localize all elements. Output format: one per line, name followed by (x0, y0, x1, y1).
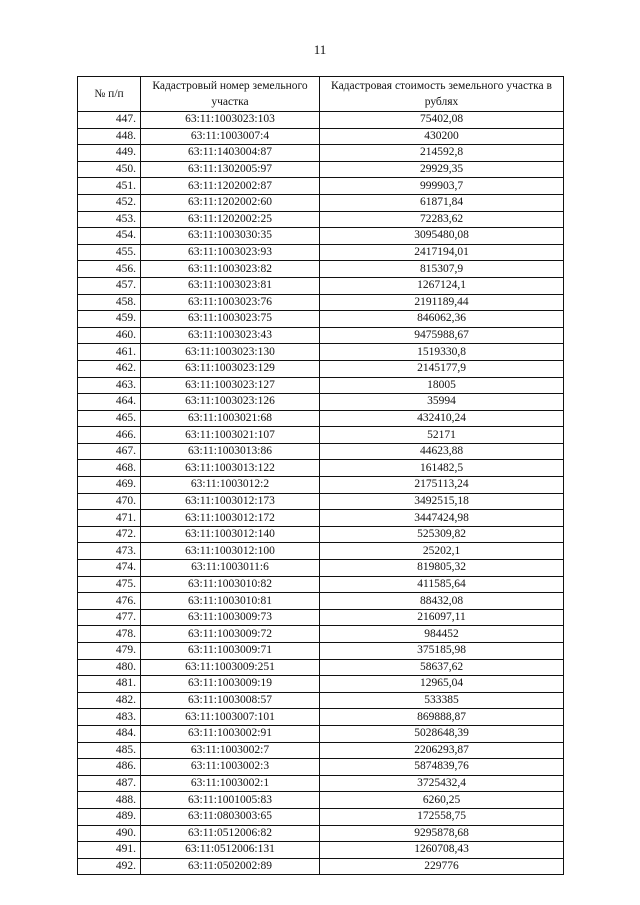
cadastral-value: 161482,5 (320, 460, 564, 477)
cadastral-value: 2145177,9 (320, 360, 564, 377)
page-number: 11 (313, 42, 327, 57)
table-row (78, 643, 564, 660)
table-row (78, 377, 564, 394)
row-number: 475. (78, 576, 141, 593)
table-row (78, 443, 564, 460)
header-cadastral-number: Кадастровый номер земельного участка (141, 77, 320, 112)
cadastral-number: 63:11:1202002:87 (141, 178, 320, 195)
header-number: № п/п (78, 77, 141, 112)
row-number: 478. (78, 626, 141, 643)
row-number: 484. (78, 725, 141, 742)
table-row (78, 112, 564, 129)
table-header (78, 77, 564, 112)
cadastral-value: 411585,64 (320, 576, 564, 593)
cadastral-number: 63:11:1003023:43 (141, 327, 320, 344)
row-number: 477. (78, 609, 141, 626)
row-number: 469. (78, 477, 141, 494)
cadastral-value: 2417194,01 (320, 244, 564, 261)
cadastral-value: 1267124,1 (320, 277, 564, 294)
row-number: 490. (78, 825, 141, 842)
cadastral-value: 75402,08 (320, 112, 564, 129)
row-number: 471. (78, 510, 141, 527)
row-number: 479. (78, 643, 141, 660)
cadastral-number: 63:11:1003023:103 (141, 112, 320, 129)
table-row (78, 825, 564, 842)
cadastral-value: 12965,04 (320, 676, 564, 693)
table-row (78, 742, 564, 759)
header-cadastral-value: Кадастровая стоимость земельного участка в рублях (320, 77, 564, 112)
cadastral-value: 2175113,24 (320, 477, 564, 494)
table-row (78, 294, 564, 311)
table-row (78, 277, 564, 294)
table-row (78, 808, 564, 825)
row-number: 476. (78, 593, 141, 610)
table-row (78, 327, 564, 344)
cadastral-number: 63:11:1003009:251 (141, 659, 320, 676)
cadastral-value: 819805,32 (320, 560, 564, 577)
row-number: 467. (78, 443, 141, 460)
cadastral-value: 430200 (320, 128, 564, 145)
cadastral-number: 63:11:0803003:65 (141, 808, 320, 825)
cadastral-value: 6260,25 (320, 792, 564, 809)
cadastral-value: 172558,75 (320, 808, 564, 825)
cadastral-number: 63:11:1003023:127 (141, 377, 320, 394)
table-row (78, 194, 564, 211)
row-number: 492. (78, 858, 141, 875)
row-number: 452. (78, 194, 141, 211)
cadastral-number: 63:11:1003012:100 (141, 543, 320, 560)
row-number: 456. (78, 261, 141, 278)
table-row (78, 427, 564, 444)
row-number: 483. (78, 709, 141, 726)
row-number: 461. (78, 344, 141, 361)
row-number: 491. (78, 842, 141, 859)
cadastral-number: 63:11:1003023:81 (141, 277, 320, 294)
table-row (78, 709, 564, 726)
cadastral-number: 63:11:1003023:126 (141, 394, 320, 411)
cadastral-value: 5028648,39 (320, 725, 564, 742)
row-number: 480. (78, 659, 141, 676)
cadastral-number: 63:11:0502002:89 (141, 858, 320, 875)
table-body (78, 112, 564, 875)
cadastral-number: 63:11:1003023:130 (141, 344, 320, 361)
cadastral-number: 63:11:1003021:107 (141, 427, 320, 444)
cadastral-number: 63:11:1403004:87 (141, 145, 320, 162)
cadastral-value: 216097,11 (320, 609, 564, 626)
cadastral-value: 214592,8 (320, 145, 564, 162)
table-row (78, 775, 564, 792)
cadastral-value: 984452 (320, 626, 564, 643)
table-row (78, 128, 564, 145)
table-row (78, 576, 564, 593)
cadastral-number: 63:11:1003009:72 (141, 626, 320, 643)
table-row (78, 161, 564, 178)
cadastral-value: 3725432,4 (320, 775, 564, 792)
cadastral-value-table (77, 76, 564, 875)
cadastral-number: 63:11:1003012:172 (141, 510, 320, 527)
table-row (78, 759, 564, 776)
table-row (78, 560, 564, 577)
cadastral-value: 25202,1 (320, 543, 564, 560)
cadastral-number: 63:11:1003009:71 (141, 643, 320, 660)
row-number: 462. (78, 360, 141, 377)
cadastral-value: 869888,87 (320, 709, 564, 726)
cadastral-value: 846062,36 (320, 311, 564, 328)
cadastral-value: 3492515,18 (320, 493, 564, 510)
cadastral-number: 63:11:1003007:4 (141, 128, 320, 145)
cadastral-number: 63:11:1003021:68 (141, 410, 320, 427)
cadastral-number: 63:11:1003030:35 (141, 228, 320, 245)
cadastral-number: 63:11:1003002:1 (141, 775, 320, 792)
table-row (78, 211, 564, 228)
table-row (78, 410, 564, 427)
cadastral-number: 63:11:1001005:83 (141, 792, 320, 809)
row-number: 468. (78, 460, 141, 477)
table-row (78, 360, 564, 377)
table-row (78, 858, 564, 875)
cadastral-number: 63:11:1003023:76 (141, 294, 320, 311)
cadastral-number: 63:11:1003012:2 (141, 477, 320, 494)
cadastral-number: 63:11:1202002:25 (141, 211, 320, 228)
cadastral-value: 29929,35 (320, 161, 564, 178)
cadastral-number: 63:11:1003009:19 (141, 676, 320, 693)
table-row (78, 244, 564, 261)
cadastral-number: 63:11:1003002:7 (141, 742, 320, 759)
cadastral-value: 61871,84 (320, 194, 564, 211)
row-number: 488. (78, 792, 141, 809)
cadastral-number: 63:11:1302005:97 (141, 161, 320, 178)
table-row (78, 626, 564, 643)
row-number: 465. (78, 410, 141, 427)
row-number: 487. (78, 775, 141, 792)
row-number: 489. (78, 808, 141, 825)
cadastral-value: 5874839,76 (320, 759, 564, 776)
row-number: 450. (78, 161, 141, 178)
table-row (78, 543, 564, 560)
table-row (78, 394, 564, 411)
cadastral-value: 9475988,67 (320, 327, 564, 344)
row-number: 470. (78, 493, 141, 510)
cadastral-value: 2191189,44 (320, 294, 564, 311)
row-number: 459. (78, 311, 141, 328)
row-number: 463. (78, 377, 141, 394)
cadastral-number: 63:11:1003009:73 (141, 609, 320, 626)
cadastral-value: 9295878,68 (320, 825, 564, 842)
cadastral-value: 432410,24 (320, 410, 564, 427)
row-number: 448. (78, 128, 141, 145)
cadastral-value: 35994 (320, 394, 564, 411)
cadastral-value: 18005 (320, 377, 564, 394)
cadastral-value: 525309,82 (320, 526, 564, 543)
row-number: 455. (78, 244, 141, 261)
table-row (78, 842, 564, 859)
row-number: 454. (78, 228, 141, 245)
table-row (78, 593, 564, 610)
cadastral-value: 815307,9 (320, 261, 564, 278)
cadastral-value: 533385 (320, 692, 564, 709)
cadastral-value: 1260708,43 (320, 842, 564, 859)
cadastral-number: 63:11:1003012:140 (141, 526, 320, 543)
cadastral-number: 63:11:1003007:101 (141, 709, 320, 726)
cadastral-value: 3447424,98 (320, 510, 564, 527)
header-row (78, 77, 564, 112)
table-row (78, 692, 564, 709)
cadastral-number: 63:11:1003008:57 (141, 692, 320, 709)
cadastral-number: 63:11:1003010:82 (141, 576, 320, 593)
cadastral-number: 63:11:1003023:93 (141, 244, 320, 261)
row-number: 451. (78, 178, 141, 195)
table-row (78, 526, 564, 543)
table-row (78, 659, 564, 676)
cadastral-number: 63:11:1003013:122 (141, 460, 320, 477)
table-row (78, 792, 564, 809)
row-number: 481. (78, 676, 141, 693)
cadastral-number: 63:11:1003023:82 (141, 261, 320, 278)
row-number: 473. (78, 543, 141, 560)
cadastral-number: 63:11:1003023:75 (141, 311, 320, 328)
cadastral-value: 375185,98 (320, 643, 564, 660)
row-number: 485. (78, 742, 141, 759)
cadastral-number: 63:11:1003023:129 (141, 360, 320, 377)
cadastral-value: 1519330,8 (320, 344, 564, 361)
row-number: 457. (78, 277, 141, 294)
cadastral-number: 63:11:1003010:81 (141, 593, 320, 610)
cadastral-value: 72283,62 (320, 211, 564, 228)
table-row (78, 228, 564, 245)
cadastral-value: 44623,88 (320, 443, 564, 460)
table-row (78, 493, 564, 510)
cadastral-number: 63:11:1003013:86 (141, 443, 320, 460)
table-row (78, 676, 564, 693)
row-number: 472. (78, 526, 141, 543)
row-number: 458. (78, 294, 141, 311)
cadastral-value: 88432,08 (320, 593, 564, 610)
table-row (78, 510, 564, 527)
row-number: 482. (78, 692, 141, 709)
cadastral-value: 58637,62 (320, 659, 564, 676)
cadastral-number: 63:11:1003012:173 (141, 493, 320, 510)
cadastral-value: 3095480,08 (320, 228, 564, 245)
row-number: 466. (78, 427, 141, 444)
table-row (78, 460, 564, 477)
table-row (78, 261, 564, 278)
cadastral-number: 63:11:1202002:60 (141, 194, 320, 211)
row-number: 486. (78, 759, 141, 776)
table-row (78, 311, 564, 328)
cadastral-number: 63:11:0512006:131 (141, 842, 320, 859)
table-row (78, 145, 564, 162)
row-number: 447. (78, 112, 141, 129)
cadastral-value: 229776 (320, 858, 564, 875)
cadastral-number: 63:11:1003002:3 (141, 759, 320, 776)
table-row (78, 725, 564, 742)
cadastral-number: 63:11:0512006:82 (141, 825, 320, 842)
table-row (78, 178, 564, 195)
table-row (78, 477, 564, 494)
row-number: 474. (78, 560, 141, 577)
table-row (78, 344, 564, 361)
cadastral-value: 999903,7 (320, 178, 564, 195)
row-number: 460. (78, 327, 141, 344)
table-row (78, 609, 564, 626)
cadastral-value: 52171 (320, 427, 564, 444)
cadastral-number: 63:11:1003011:6 (141, 560, 320, 577)
row-number: 464. (78, 394, 141, 411)
cadastral-number: 63:11:1003002:91 (141, 725, 320, 742)
cadastral-value: 2206293,87 (320, 742, 564, 759)
row-number: 453. (78, 211, 141, 228)
row-number: 449. (78, 145, 141, 162)
